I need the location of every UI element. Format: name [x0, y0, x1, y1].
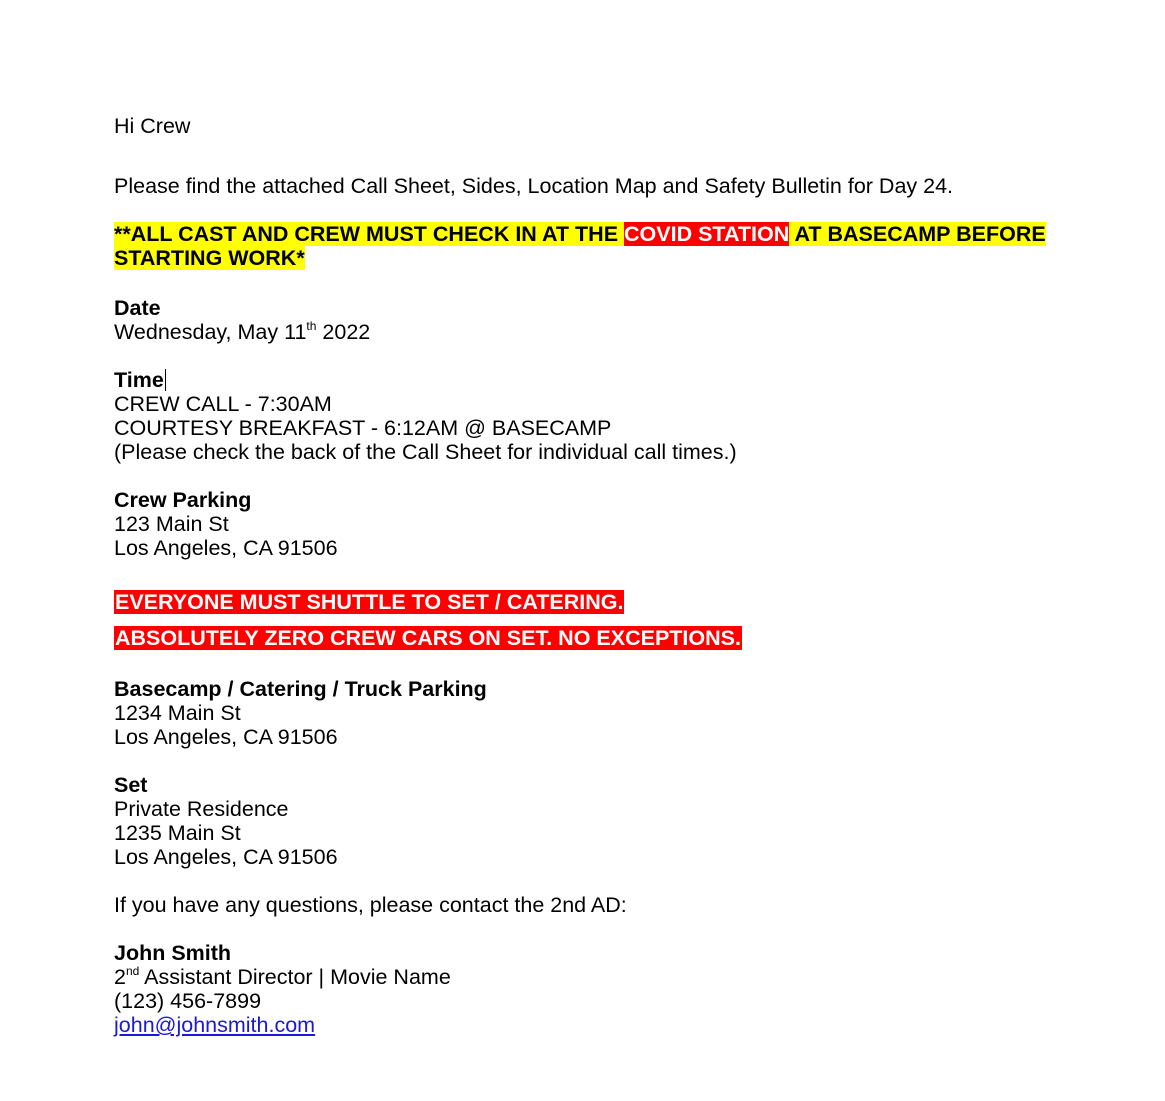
covid-notice-part2: AT BASECAMP BEFORE STARTING WORK*: [114, 222, 1046, 270]
contact-phone: (123) 456-7899: [114, 989, 262, 1013]
crew-parking-street: 123 Main St: [114, 512, 229, 536]
date-year: 2022: [316, 320, 371, 344]
email-body: [114, 114, 1074, 1037]
crew-call-line: CREW CALL - 7:30AM: [114, 392, 332, 416]
intro-text: Please find the attached Call Sheet, Sides, Location Map and Safety Bulletin for Day 24.: [114, 174, 954, 198]
greeting: Hi Crew: [114, 114, 191, 138]
shuttle-warning-1: EVERYONE MUST SHUTTLE TO SET / CATERING.: [115, 590, 624, 614]
questions-text: If you have any questions, please contact the 2nd AD:: [114, 893, 627, 917]
contact-email-link[interactable]: john@johnsmith.com: [114, 1013, 316, 1037]
shuttle-warning-2-row: [114, 626, 1074, 650]
crew-parking-heading: Crew Parking: [114, 488, 252, 512]
date-suffix: th: [306, 319, 317, 333]
time-heading[interactable]: [114, 368, 1074, 392]
set-city: Los Angeles, CA 91506: [114, 845, 338, 869]
call-times-note: (Please check the back of the Call Sheet for individual call times.): [114, 440, 737, 464]
contact-name: John Smith: [114, 941, 232, 965]
crew-parking-city: Los Angeles, CA 91506: [114, 536, 338, 560]
set-location: Private Residence: [114, 797, 289, 821]
shuttle-warning-2: ABSOLUTELY ZERO CREW CARS ON SET. NO EXCEPTIONS.: [115, 626, 741, 650]
set-street: 1235 Main St: [114, 821, 241, 845]
covid-notice-part1: **ALL CAST AND CREW MUST CHECK IN AT THE: [114, 222, 625, 246]
basecamp-city: Los Angeles, CA 91506: [114, 725, 338, 749]
date-heading: Date: [114, 296, 161, 320]
date-prefix: Wednesday, May 11: [114, 320, 307, 344]
contact-email-row: [114, 1013, 1074, 1037]
time-heading-label: Time: [114, 368, 164, 392]
covid-notice-highlight: COVID STATION: [624, 222, 790, 246]
basecamp-heading: Basecamp / Catering / Truck Parking: [114, 677, 487, 701]
contact-title-rest: Assistant Director | Movie Name: [139, 965, 451, 989]
contact-title-num: 2: [114, 965, 126, 989]
date-value: [114, 320, 1074, 344]
contact-title: [114, 965, 1074, 989]
basecamp-street: 1234 Main St: [114, 701, 241, 725]
breakfast-line: COURTESY BREAKFAST - 6:12AM @ BASECAMP: [114, 416, 612, 440]
covid-notice: [114, 222, 1074, 270]
set-heading: Set: [114, 773, 148, 797]
contact-title-sup: nd: [125, 964, 140, 978]
text-cursor: [165, 369, 166, 391]
shuttle-warning-1-row: [114, 590, 1074, 614]
